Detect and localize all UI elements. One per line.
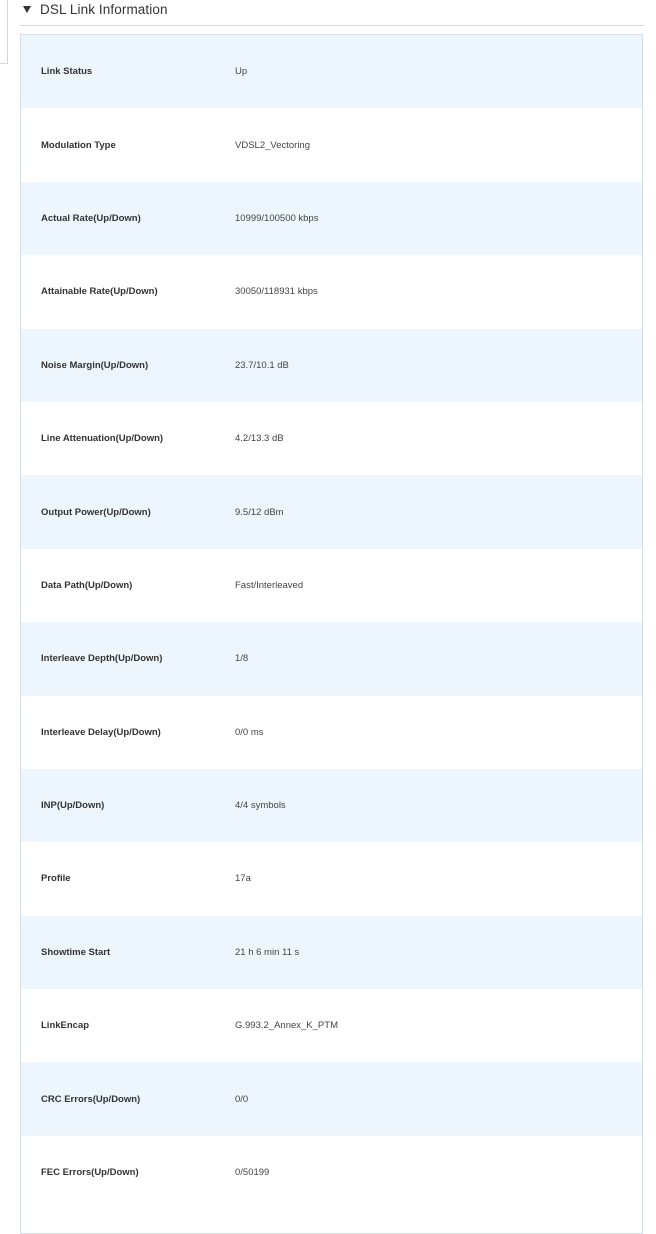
row-value: 10999/100500 kbps <box>235 212 319 224</box>
row-label: LinkEncap <box>41 1020 90 1032</box>
row-value: 0/0 <box>235 1093 249 1105</box>
triangle-down-icon[interactable] <box>23 6 31 13</box>
row-label: Modulation Type <box>41 139 116 151</box>
row-value: 9.5/12 dBm <box>235 506 284 518</box>
row-value: 17a <box>235 873 251 885</box>
row-interleave-delay <box>21 696 642 769</box>
row-showtime-start <box>21 916 642 989</box>
section-title[interactable]: DSL Link Information <box>40 2 168 17</box>
row-noise-margin <box>21 329 642 402</box>
row-label: Actual Rate(Up/Down) <box>41 212 141 224</box>
row-label: Data Path(Up/Down) <box>41 579 133 591</box>
row-value: 30050/118931 kbps <box>235 286 318 298</box>
row-label: Showtime Start <box>41 946 111 958</box>
row-modulation-type <box>21 108 642 181</box>
row-value: 0/0 ms <box>235 726 264 738</box>
row-label: Line Attenuation(Up/Down) <box>41 433 164 445</box>
row-line-attenuation <box>21 402 642 475</box>
row-label: CRC Errors(Up/Down) <box>41 1093 141 1105</box>
row-attainable-rate <box>21 255 642 328</box>
row-value: 4/4 symbols <box>235 800 286 812</box>
row-label: Profile <box>41 873 71 885</box>
row-interleave-depth <box>21 622 642 695</box>
row-value: 23.7/10.1 dB <box>235 359 289 371</box>
row-label: Interleave Depth(Up/Down) <box>41 653 163 665</box>
row-data-path <box>21 549 642 622</box>
dsl-info-table <box>20 34 643 1234</box>
row-link-encap <box>21 989 642 1062</box>
row-value: 1/8 <box>235 653 249 665</box>
row-label: Output Power(Up/Down) <box>41 506 151 518</box>
row-crc-errors <box>21 1062 642 1135</box>
row-value: Up <box>235 66 248 78</box>
row-value: G.993.2_Annex_K_PTM <box>235 1020 338 1032</box>
row-label: FEC Errors(Up/Down) <box>41 1167 139 1179</box>
section-header[interactable] <box>20 0 644 26</box>
row-link-status <box>21 35 642 108</box>
row-value: Fast/Interleaved <box>235 579 304 591</box>
row-value: 21 h 6 min 11 s <box>235 946 300 958</box>
row-label: Link Status <box>41 66 93 78</box>
row-label: Interleave Delay(Up/Down) <box>41 726 161 738</box>
left-panel-edge <box>0 0 8 64</box>
row-actual-rate <box>21 182 642 255</box>
row-fec-errors <box>21 1136 642 1209</box>
row-label: Noise Margin(Up/Down) <box>41 359 149 371</box>
row-label: INP(Up/Down) <box>41 800 105 812</box>
row-value: 0/50199 <box>235 1167 270 1179</box>
row-value: VDSL2_Vectoring <box>235 139 310 151</box>
row-output-power <box>21 475 642 548</box>
row-inp <box>21 769 642 842</box>
row-profile <box>21 842 642 915</box>
row-value: 4.2/13.3 dB <box>235 433 284 445</box>
row-label: Attainable Rate(Up/Down) <box>41 286 158 298</box>
